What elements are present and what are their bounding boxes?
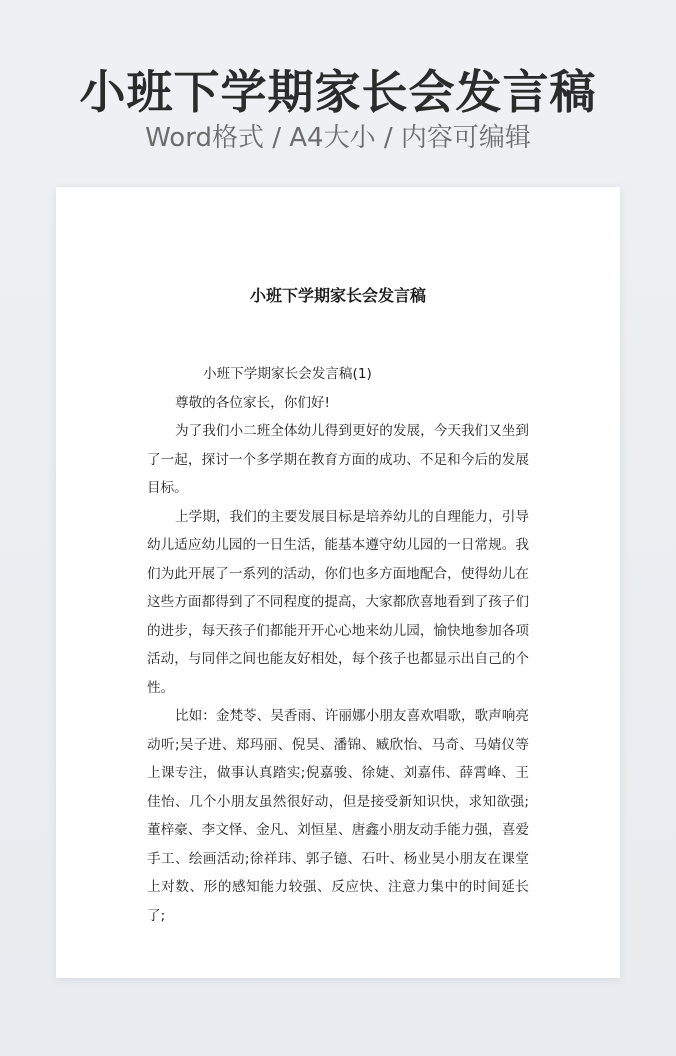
banner-subtitle: Word格式 / A4大小 / 内容可编辑 — [145, 123, 531, 153]
document-page — [56, 187, 620, 978]
document-title: 小班下学期家长会发言稿 — [249, 286, 426, 305]
document-subheading: 小班下学期家长会发言稿(1) — [203, 366, 372, 382]
banner-title: 小班下学期家长会发言稿 — [79, 65, 597, 119]
document-paragraph: 为了我们小二班全体幼儿得到更好的发展，今天我们又坐到了一起，探讨一个多学期在教育方面的成功、不足和今后的发展目标。 — [147, 423, 529, 496]
document-paragraph: 比如：金梵苓、吴香雨、许丽娜小朋友喜欢唱歌，歌声响亮动听;吴子进、郑玛丽、倪昊、潘锦、臧欣怡、马奇、马婧仪等上课专注，做事认真踏实;倪嘉骏、徐婕、刘嘉伟、薛霄峰、王佳怡、几个小朋友虽然很好动，但是接受新知识快，求知欲强;董梓豪、李文怿、金凡、刘恒星、唐鑫小朋友动手能力强，喜爱手工、绘画活动;徐祥玮、郭子镱、石叶、杨业昊小朋友在课堂上对数、形的感知能力较强、反应快、注意力集中的时间延长了; — [147, 708, 529, 924]
document-paragraph: 尊敬的各位家长，你们好! — [175, 394, 330, 411]
document-paragraph: 上学期，我们的主要发展目标是培养幼儿的自理能力，引导幼儿适应幼儿园的一日生活，能基本遵守幼儿园的一日常规。我们为此开展了一系列的活动，你们也多方面地配合，使得幼儿在这些方面都得到了不同程度的提高，大家都欣喜地看到了孩子们的进步，每天孩子们都能开开心心地来幼儿园，愉快地参加各项活动，与同伴之间也能友好相处，每个孩子也都显示出自己的个性。 — [147, 508, 529, 696]
document-body — [147, 360, 529, 930]
